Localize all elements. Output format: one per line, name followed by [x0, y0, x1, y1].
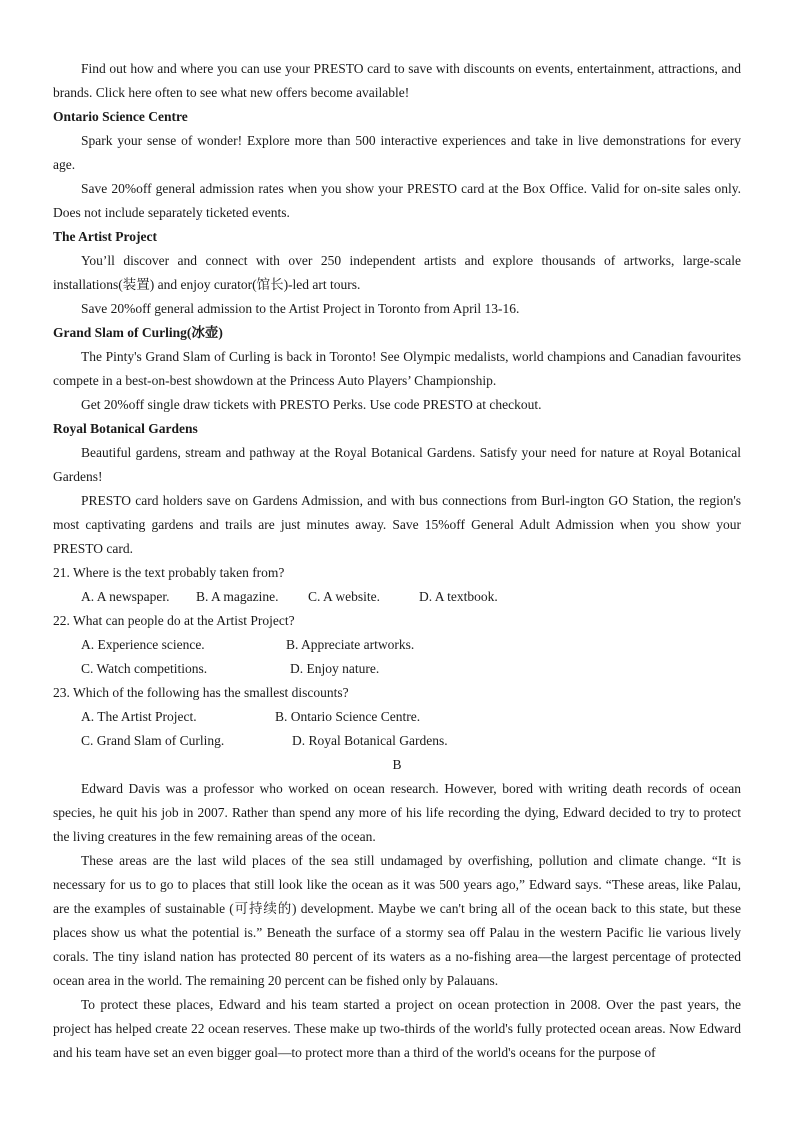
option-a: A. A newspaper. — [81, 589, 170, 604]
section-ontario-science-centre — [53, 105, 741, 225]
passage-paragraph: These areas are the last wild places of the sea still undamaged by overfishing, pollution and climate change. “It is necessary for us to go to places that still look like the ocean as it was 500 years ago,” Edward says. “These areas, like Palau, are the examples of sustainable (可持续的) development. Maybe we can't bring all of the ocean back to this state, but these places show us what the potential is.” Beneath the surface of a stormy sea off Palau in the western Pacific lie various lively corals. The tiny island nation has protected 80 percent of its waters as a no-fishing area—the largest percentage of protected ocean area in the world. The remaining 20 percent can be fished only by Palauans. — [53, 853, 741, 988]
option-d: D. Enjoy nature. — [290, 661, 380, 676]
option-a: A. The Artist Project. — [81, 709, 197, 724]
question-options — [53, 705, 741, 729]
question-options — [53, 633, 741, 657]
section-paragraph: The Pinty's Grand Slam of Curling is back in Toronto! See Olympic medalists, world champions and Canadian favourites compete in a best-on-best showdown at the Princess Auto Players’ Championship. — [53, 349, 741, 388]
section-paragraph: PRESTO card holders save on Gardens Admission, and with bus connections from Burl-ington GO Station, the region's most captivating gardens and trails are just minutes away. Save 15%off General Adult Admission when you show your PRESTO card. — [53, 493, 741, 556]
option-c: C. Grand Slam of Curling. — [81, 733, 225, 748]
option-d: D. A textbook. — [419, 589, 498, 604]
option-c: C. A website. — [308, 589, 381, 604]
section-artist-project — [53, 225, 741, 321]
question-stem: 23. Which of the following has the smallest discounts? — [53, 685, 349, 700]
question-stem: 21. Where is the text probably taken from? — [53, 565, 285, 580]
section-heading: Grand Slam of Curling(冰壶) — [53, 325, 223, 340]
question-stem: 22. What can people do at the Artist Project? — [53, 613, 295, 628]
question-22 — [53, 609, 741, 681]
passage-b — [53, 777, 741, 1065]
option-d: D. Royal Botanical Gardens. — [292, 733, 448, 748]
passage-paragraph: To protect these places, Edward and his team started a project on ocean protection in 2008. Over the past years, the project has helped create 22 ocean reserves. These make up two-thirds of the world's fully protected ocean areas. Now Edward and his team have set an even bigger goal—to protect more than a third of the world's oceans for the purpose of — [53, 997, 741, 1060]
passage-paragraph: Edward Davis was a professor who worked on ocean research. However, bored with writing death records of ocean species, he quit his job in 2007. Rather than spend any more of his life recording the dying, Edward decided to try to protect the living creatures in the few remaining areas of the ocean. — [53, 781, 741, 844]
option-a: A. Experience science. — [81, 637, 205, 652]
section-paragraph: Save 20%off general admission to the Artist Project in Toronto from April 13-16. — [81, 301, 520, 316]
section-grand-slam-of-curling — [53, 321, 741, 417]
question-options — [53, 585, 741, 609]
exam-page — [53, 57, 741, 1065]
section-paragraph: You’ll discover and connect with over 250 independent artists and explore thousands of artworks, large-scale installations(装置) and enjoy curator(馆长)-led art tours. — [53, 253, 741, 292]
section-heading: The Artist Project — [53, 229, 157, 244]
section-paragraph: Get 20%off single draw tickets with PRESTO Perks. Use code PRESTO at checkout. — [81, 397, 542, 412]
question-options — [53, 657, 741, 681]
section-paragraph: Spark your sense of wonder! Explore more than 500 interactive experiences and take in live demonstrations for every age. — [53, 133, 741, 172]
question-options — [53, 729, 741, 753]
section-royal-botanical-gardens — [53, 417, 741, 561]
section-heading: Ontario Science Centre — [53, 109, 188, 124]
section-b-label: B — [392, 757, 402, 772]
option-b: B. Appreciate artworks. — [286, 637, 415, 652]
section-paragraph: Beautiful gardens, stream and pathway at the Royal Botanical Gardens. Satisfy your need for nature at Royal Botanical Gardens! — [53, 445, 741, 484]
option-b: B. Ontario Science Centre. — [275, 709, 421, 724]
option-b: B. A magazine. — [196, 589, 279, 604]
question-21 — [53, 561, 741, 609]
option-c: C. Watch competitions. — [81, 661, 208, 676]
section-paragraph: Save 20%off general admission rates when you show your PRESTO card at the Box Office. Valid for on-site sales only. Does not include separately ticketed events. — [53, 181, 741, 220]
section-heading: Royal Botanical Gardens — [53, 421, 198, 436]
intro-paragraph: Find out how and where you can use your PRESTO card to save with discounts on events, entertainment, attractions, and brands. Click here often to see what new offers become available! — [53, 61, 741, 100]
question-23 — [53, 681, 741, 753]
